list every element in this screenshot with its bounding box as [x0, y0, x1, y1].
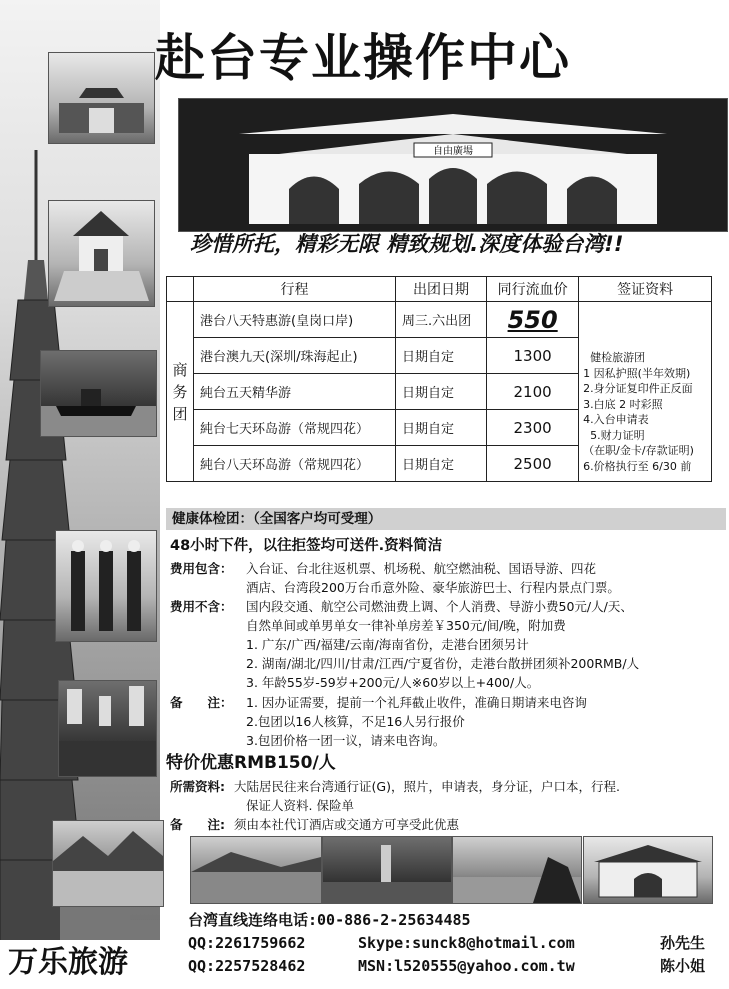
honor-guard-photo [55, 530, 157, 642]
slogan: 珍惜所托，精彩无限 精致规划.深度体验台湾!! [190, 232, 624, 256]
contact-person-2: 陈小姐 [660, 957, 706, 975]
visa-line: 5.财力证明 [583, 428, 645, 442]
include-line: 酒店、台湾段200万台币意外险、豪华旅游巴士、行程内景点门票。 [246, 580, 620, 595]
coast-photo [190, 836, 322, 904]
qq-contact-1: QQ:2261759662 [188, 934, 306, 952]
header-visa: 签证资料 [579, 277, 712, 302]
brand-box [0, 940, 172, 985]
header-price: 同行流血价 [487, 277, 579, 302]
row-date: 日期自定 [395, 338, 486, 374]
row-date: 日期自定 [395, 374, 486, 410]
row-route: 純台八天环岛游（常规四花） [194, 446, 396, 482]
exclude-line: 1. 广东/广西/福建/云南/海南省份，走港台团须另计 [246, 637, 529, 652]
docs-line: 保证人资料. 保险单 [246, 798, 354, 813]
special-note-label: 备 注: [170, 817, 225, 832]
exclude-label: 费用不含： [170, 599, 233, 614]
price-table [166, 276, 712, 482]
health-headline: 48小时下件，以往拒签均可送件.资料简洁 [170, 538, 443, 554]
note-line: 2.包团以16人核算，不足16人另行报价 [246, 714, 465, 729]
docs-label: 所需资料: [170, 779, 225, 794]
table-row [167, 302, 712, 338]
visa-line: 3.白底 2 吋彩照 [583, 397, 663, 411]
note-line: 1. 因办证需要，提前一个礼拜截止收件，准确日期请来电咨询 [246, 695, 587, 710]
liberty-square-arch-photo [178, 98, 728, 232]
health-section-bar: 健康体检团：（全国客户均可受理） [166, 508, 726, 530]
exclude-line: 3. 年龄55岁-59岁+200元/人※60岁以上+400/人。 [246, 675, 540, 690]
memorial-hall-photo [48, 200, 155, 307]
row-date: 日期自定 [395, 410, 486, 446]
row-price: 2300 [487, 410, 579, 446]
note-line: 3.包团价格一团一议，请来电咨询。 [246, 733, 446, 748]
visa-line: 2.身分证复印件正反面 [583, 382, 693, 395]
skype-contact: Skype:sunck8@hotmail.com [358, 934, 575, 952]
palace-museum-photo [48, 52, 155, 144]
row-route: 純台七天环岛游（常规四花） [194, 410, 396, 446]
row-price-highlight: 550 [487, 302, 579, 338]
lake-mountain-photo [52, 820, 164, 907]
note-label: 备 注： [170, 695, 233, 710]
include-line: 入台证、台北往返机票、机场税、航空燃油税、国语导游、四花 [246, 561, 597, 576]
exclude-line: 国内段交通、航空公司燃油费上调、个人消费、导游小费50元/人/天、 [246, 599, 633, 614]
include-label: 费用包含： [170, 561, 233, 576]
special-note-text: 须由本社代订酒店或交通方可享受此优惠 [234, 817, 460, 832]
exclude-line: 2. 湖南/湖北/四川/甘肃/江西/宁夏省份，走港台散拼团须补200RMB/人 [246, 656, 640, 671]
night-market-photo [58, 680, 157, 777]
row-price: 2500 [487, 446, 579, 482]
arch-sign-text: 自由廣場 [433, 146, 473, 157]
docs-line: 大陆居民往来台湾通行证(G)，照片，申请表，身分证，户口本，行程. [234, 779, 620, 794]
visa-requirements [579, 302, 712, 482]
visa-line: 4.入台申请表 [583, 413, 649, 426]
row-route: 港台八天特惠游(皇岗口岸) [194, 302, 396, 338]
phone-number: 台湾直线连络电话:00-886-2-25634485 [188, 911, 471, 929]
visa-line: 6.价格执行至 6/30 前 [583, 459, 692, 473]
header-route: 行程 [194, 277, 396, 302]
row-price: 2100 [487, 374, 579, 410]
arch-small-photo [583, 836, 713, 904]
special-offer-title: 特价优惠RMB150/人 [166, 753, 336, 773]
contact-person-1: 孙先生 [660, 934, 706, 952]
visa-line: 健检旅游团 [583, 351, 646, 364]
row-route: 純台五天精华游 [194, 374, 396, 410]
sunset-shore-photo [452, 836, 582, 904]
page-title: 赴台专业操作中心 [155, 29, 571, 87]
qq-contact-2: QQ:2257528462 [188, 957, 306, 975]
visa-line: （在职/金卡/存款证明) [583, 444, 694, 457]
row-price: 1300 [487, 338, 579, 374]
visa-line: 1 因私护照(半年效期) [583, 366, 691, 380]
exclude-line: 自然单间或单男单女一律补单房差￥350元/间/晚，附加费 [246, 618, 566, 633]
header-date: 出团日期 [395, 277, 486, 302]
table-header-row [167, 277, 712, 302]
row-route: 港台澳九天(深圳/珠海起止) [194, 338, 396, 374]
ship-harbor-photo [40, 350, 157, 437]
city-night-photo [322, 836, 452, 904]
msn-contact: MSN:l520555@yahoo.com.tw [358, 957, 575, 975]
row-date: 日期自定 [395, 446, 486, 482]
group-label: 商 务 团 [167, 302, 194, 482]
brand-name: 万乐旅游 [8, 945, 128, 980]
row-date: 周三.六出团 [395, 302, 486, 338]
